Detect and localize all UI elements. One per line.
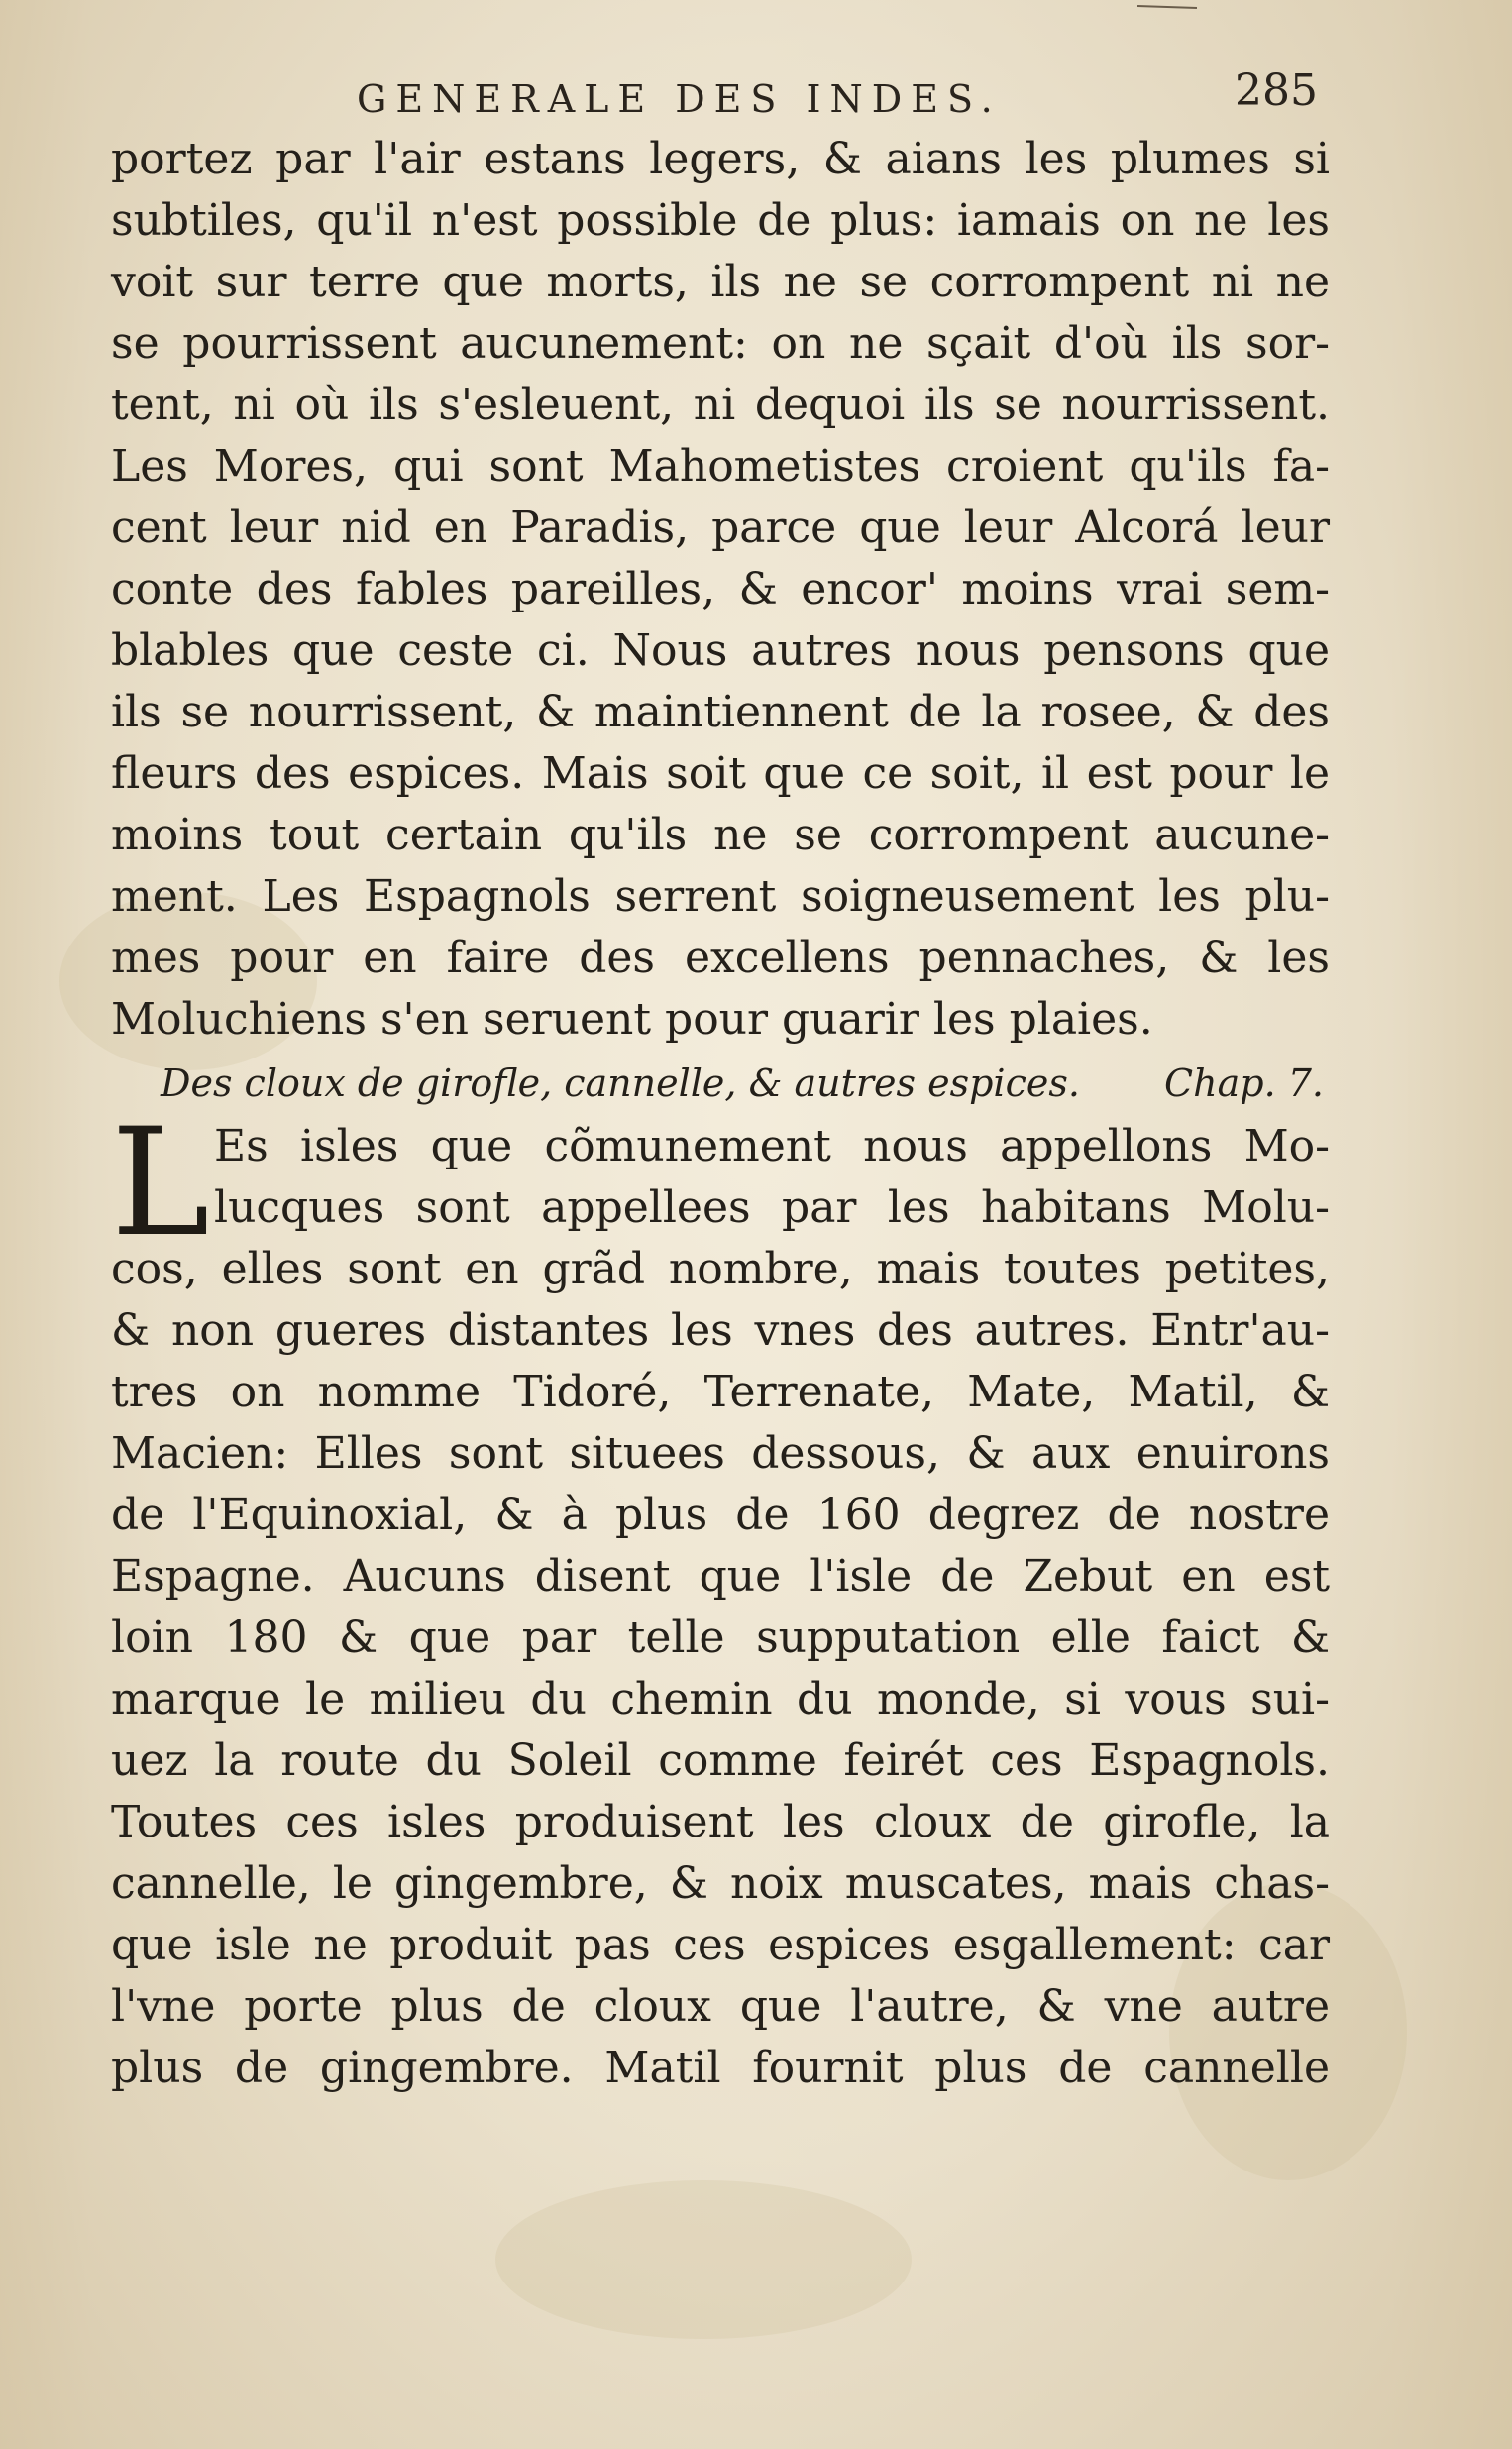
- text-line: ils se nourrissent, & maintiennent de la rosee, & des: [111, 687, 1330, 737]
- ink-mark: [1137, 5, 1197, 9]
- text-line: subtiles, qu'il n'est possible de plus: iamais on ne les: [111, 195, 1330, 246]
- drop-cap: L: [111, 1097, 210, 1270]
- text-line: tent, ni où ils s'esleuent, ni dequoi ils se nourrissent.: [111, 380, 1330, 430]
- chapter-heading: [111, 1051, 1330, 1116]
- text-line: & non gueres distantes les vnes des autres. Entr'au-: [111, 1305, 1330, 1356]
- text-line: plus de gingembre. Matil fournit plus de cannelle: [111, 2043, 1330, 2093]
- text-line: uez la route du Soleil comme feirét ces Espagnols.: [111, 1735, 1330, 1786]
- text-line: fleurs des espices. Mais soit que ce soit, il est pour le: [111, 748, 1330, 799]
- paper-stain: [495, 2180, 912, 2339]
- running-title: GENERALE DES INDES.: [357, 77, 1002, 121]
- text-line: Les Mores, qui sont Mahometistes croient qu'ils fa-: [111, 441, 1330, 492]
- text-line: lucques sont appellees par les habitans Molu-: [214, 1182, 1330, 1233]
- text-line: que isle ne produit pas ces espices esgallement: car: [111, 1920, 1330, 1970]
- text-line: cos, elles sont en grãd nombre, mais toutes petites,: [111, 1244, 1330, 1294]
- text-line: loin 180 & que par telle supputation elle faict &: [111, 1613, 1330, 1663]
- text-line: Espagne. Aucuns disent que l'isle de Zebut en est: [111, 1551, 1330, 1602]
- text-line: moins tout certain qu'ils ne se corrompent aucune-: [111, 810, 1330, 860]
- page-number: 285: [1235, 65, 1318, 116]
- text-line: conte des fables pareilles, & encor' moins vrai sem-: [111, 564, 1330, 614]
- text-line: l'vne porte plus de cloux que l'autre, & vne autre: [111, 1981, 1330, 2032]
- text-line: voit sur terre que morts, ils ne se corrompent ni ne: [111, 257, 1330, 307]
- text-line: Es isles que cõmunement nous appellons Mo-: [214, 1121, 1330, 1171]
- text-line: Moluchiens s'en seruent pour guarir les plaies.: [111, 994, 1153, 1045]
- text-line: de l'Equinoxial, & à plus de 160 degrez de nostre: [111, 1490, 1330, 1540]
- text-line: cannelle, le gingembre, & noix muscates, mais chas-: [111, 1858, 1330, 1909]
- text-line: se pourrissent aucunement: on ne sçait d'où ils sor-: [111, 318, 1330, 369]
- text-line: ment. Les Espagnols serrent soigneusement les plu-: [111, 871, 1330, 922]
- text-line: portez par l'air estans legers, & aians les plumes si: [111, 134, 1330, 184]
- chapter-number: Chap. 7.: [1164, 1061, 1324, 1105]
- text-line: marque le milieu du chemin du monde, si vous sui-: [111, 1674, 1330, 1725]
- text-line: Toutes ces isles produisent les cloux de girofle, la: [111, 1797, 1330, 1847]
- text-line: cent leur nid en Paradis, parce que leur Alcorá leur: [111, 502, 1330, 553]
- chapter-body: [111, 1097, 1330, 2099]
- chapter-title: Des cloux de girofle, cannelle, & autres espices.: [161, 1061, 1080, 1105]
- text-line: blables que ceste ci. Nous autres nous pensons que: [111, 625, 1330, 676]
- text-block: [111, 129, 1330, 2099]
- text-line: mes pour en faire des excellens pennaches, & les: [111, 933, 1330, 983]
- text-line: Macien: Elles sont situees dessous, & aux enuirons: [111, 1428, 1330, 1479]
- text-line: tres on nomme Tidoré, Terrenate, Mate, Matil, &: [111, 1367, 1330, 1417]
